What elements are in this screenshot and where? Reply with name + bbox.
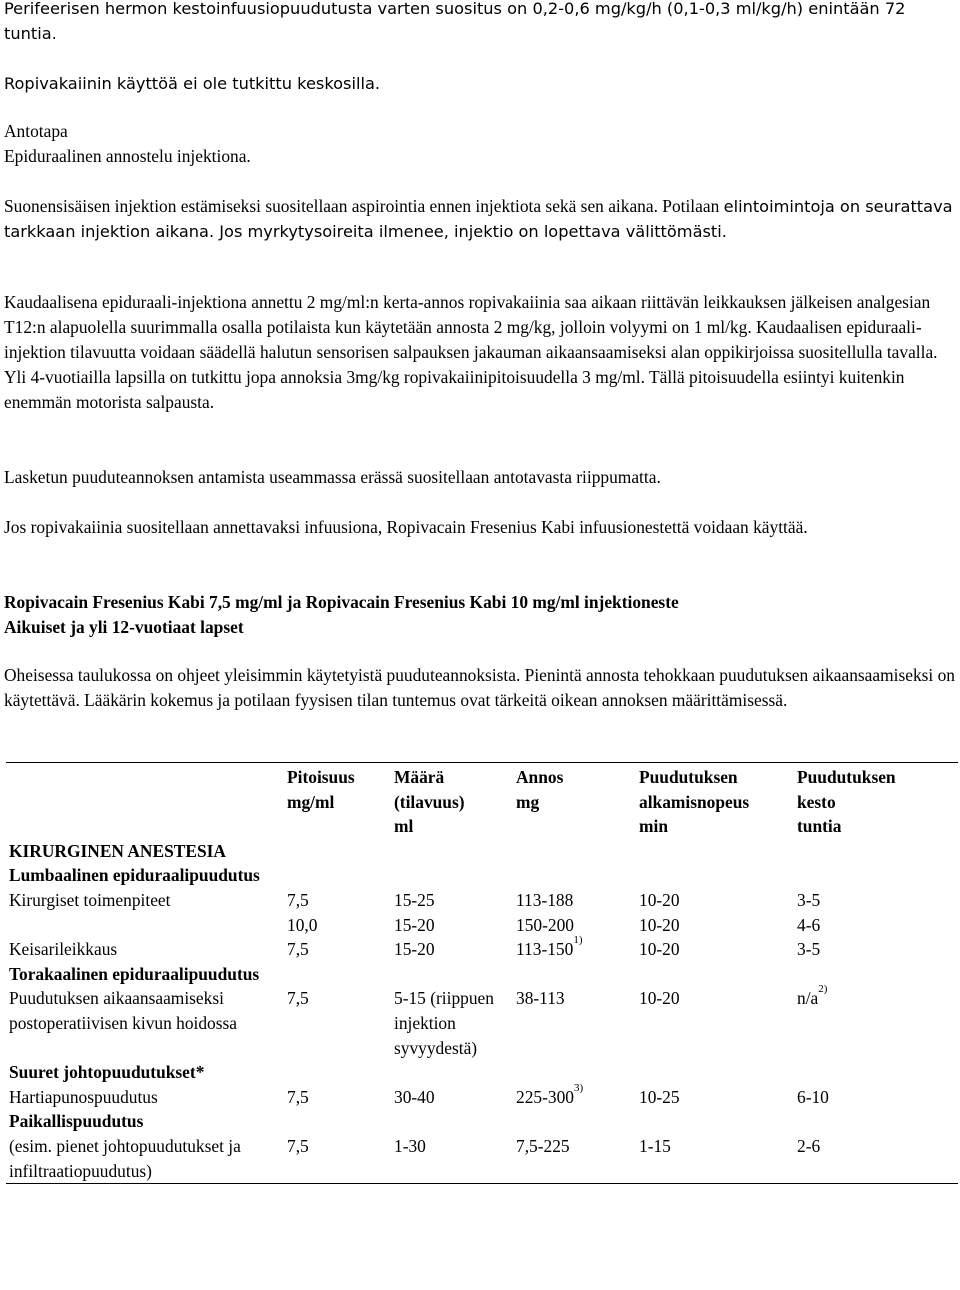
cell-duration: $n/a^{2)}$ [797,983,828,1009]
cell-dose: 225-300$^{3)}$ [516,1081,584,1107]
cell-dose: 113-188 [516,889,574,910]
caudal-paragraph: Kaudaalisena epiduraali-injektiona annettu 2 mg/ml:n kerta-annos ropivakaiinia saa aikaan riittävän leikkauksen jälkeisen analgesian T12:n alapuolella suurimmalla osalla potilaista kun käytetään annosta 2 mg/kg, jolloin volyymi on 1 ml/kg. Kaudaalisen epiduraali-injektion tilavuutta voidaan säädellä halutun sensorisen salpauksen jakauman aikaansaamiseksi alan oppikirjoissa suositellulla tavalla. Yli 4-vuotiailla lapsilla on tutkittu jopa annoksia 3mg/kg ropivakaiinipitoisuudella 3 mg/ml. Tällä pitoisuudella esiintyi kuitenkin enemmän motorista salpausta. [4,292,938,412]
cell-concentration: 10,0 [287,914,318,935]
cell-duration: 4-6 [797,914,821,935]
footnote-marker: 2) [818,983,828,996]
table-row [6,1085,958,1110]
table-row [6,986,958,1060]
intro-paragraph: Perifeerisen hermon kestoinfuusiopuudutusta varten suositus on 0,2-0,6 mg/kg/h (0,1-0,3 ml/kg/h) enintään 72 tuntia. [4,0,906,43]
header-volume: Määrä (tilavuus) ml [391,763,513,839]
row-label: Paikallispuudutus [9,1111,144,1132]
cell-onset: 10-20 [639,939,680,960]
administration-text: Epiduraalinen annostelu injektiona. [4,146,251,166]
cell-volume: 15-25 [394,889,435,910]
footnote-marker: 3) [573,1081,584,1094]
table-row [6,937,958,962]
cell-duration: 2-6 [794,1134,958,1184]
cell-dose: 38-113 [516,988,565,1009]
cell-duration: 6-10 [797,1086,829,1107]
table-row [6,1109,958,1134]
cell-onset: 10-20 [639,889,680,910]
cell-duration: 3-5 [797,939,821,960]
row-label: Lumbaalinen epiduraalipuudutus [9,865,260,886]
row-label: Puudutuksen aikaansaamiseksi postoperatiivisen kivun hoidossa [9,988,237,1033]
incremental-paragraph: Lasketun puuduteannoksen antamista useammassa erässä suositellaan antotavasta riippumatta. [4,467,661,487]
table-row [6,863,958,888]
cell-duration: 3-5 [797,889,821,910]
header-duration: Puudutuksen kesto tuntia [794,763,958,839]
cell-onset: 1-15 [636,1134,794,1184]
cell-concentration: 7,5 [287,988,309,1009]
cell-dose: 150-200 [516,914,574,935]
footnote-marker: 1) [573,934,583,947]
cell-volume: 15-20 [394,914,435,935]
cell-dose: 7,5-225 [513,1134,636,1184]
cell-onset: 10-20 [639,914,680,935]
table-row [6,1134,958,1184]
population-heading: Aikuiset ja yli 12-vuotiaat lapset [4,617,244,637]
header-empty [6,763,284,839]
cell-volume: 30-40 [394,1086,435,1107]
table-row [6,962,958,987]
table-row [6,888,958,913]
table-intro-paragraph: Oheisessa taulukossa on ohjeet yleisimmin käytetyistä puuduteannoksista. Pienintä annosta tehokkaan puudutuksen aikaansaamiseksi on käytettävä. Lääkärin kokemus ja potilaan fyysisen tilan tuntemus ovat tärkeitä oikean annoksen määrittämisessä. [4,665,955,710]
cell-concentration: 7,5 [287,939,309,960]
cell-volume: 15-20 [394,939,435,960]
row-label: KIRURGINEN ANESTESIA [9,840,226,861]
header-dose: Annos mg [513,763,636,839]
table-row [6,913,958,938]
cell-volume: 5-15 (riippuen injektion syvyydestä) [394,988,494,1058]
dosage-table [6,762,958,1184]
table-row [6,1060,958,1085]
row-label: Suuret johtopuudutukset* [9,1062,205,1083]
administration-heading: Antotapa [4,121,68,141]
cell-dose: 113-150$^{1)}$ [516,934,583,960]
administration-section [4,119,956,169]
row-label: (esim. pienet johtopuudutukset ja infiltraatiopuudutus) [6,1134,284,1184]
table-header-row [6,763,958,839]
aspiration-paragraph: Suonensisäisen injektion estämiseksi suositellaan aspirointia ennen injektiota sekä sen aikana. Potilaan elintoimintoja on seurattava tarkkaan injektion aikana. Jos myrkytysoireita ilmenee, injektio on lopettava välittömästi. [4,196,953,241]
cell-onset: 10-20 [639,988,680,1009]
cell-volume: 1-30 [391,1134,513,1184]
premature-note: Ropivakaiinin käyttöä ei ole tutkittu keskosilla. [4,74,381,93]
header-concentration: Pitoisuus mg/ml [284,763,391,839]
row-label [6,913,284,938]
cell-concentration: 7,5 [284,1134,391,1184]
product-section [4,590,956,640]
cell-concentration: 7,5 [287,1086,309,1107]
header-onset: Puudutuksen alkamisnopeus min [636,763,794,839]
row-label: Torakaalinen epiduraalipuudutus [9,963,260,984]
row-label: Keisarileikkaus [9,939,118,960]
row-label: Hartiapunospuudutus [9,1086,158,1107]
cell-onset: 10-25 [639,1086,680,1107]
row-label: Kirurgiset toimenpiteet [9,889,171,910]
cell-concentration: 7,5 [287,889,309,910]
infusion-paragraph: Jos ropivakaiinia suositellaan annettavaksi infuusiona, Ropivacain Fresenius Kabi infuusionestettä voidaan käyttää. [4,517,808,537]
product-heading: Ropivacain Fresenius Kabi 7,5 mg/ml ja Ropivacain Fresenius Kabi 10 mg/ml injektioneste [4,592,679,612]
table-row [6,839,958,864]
